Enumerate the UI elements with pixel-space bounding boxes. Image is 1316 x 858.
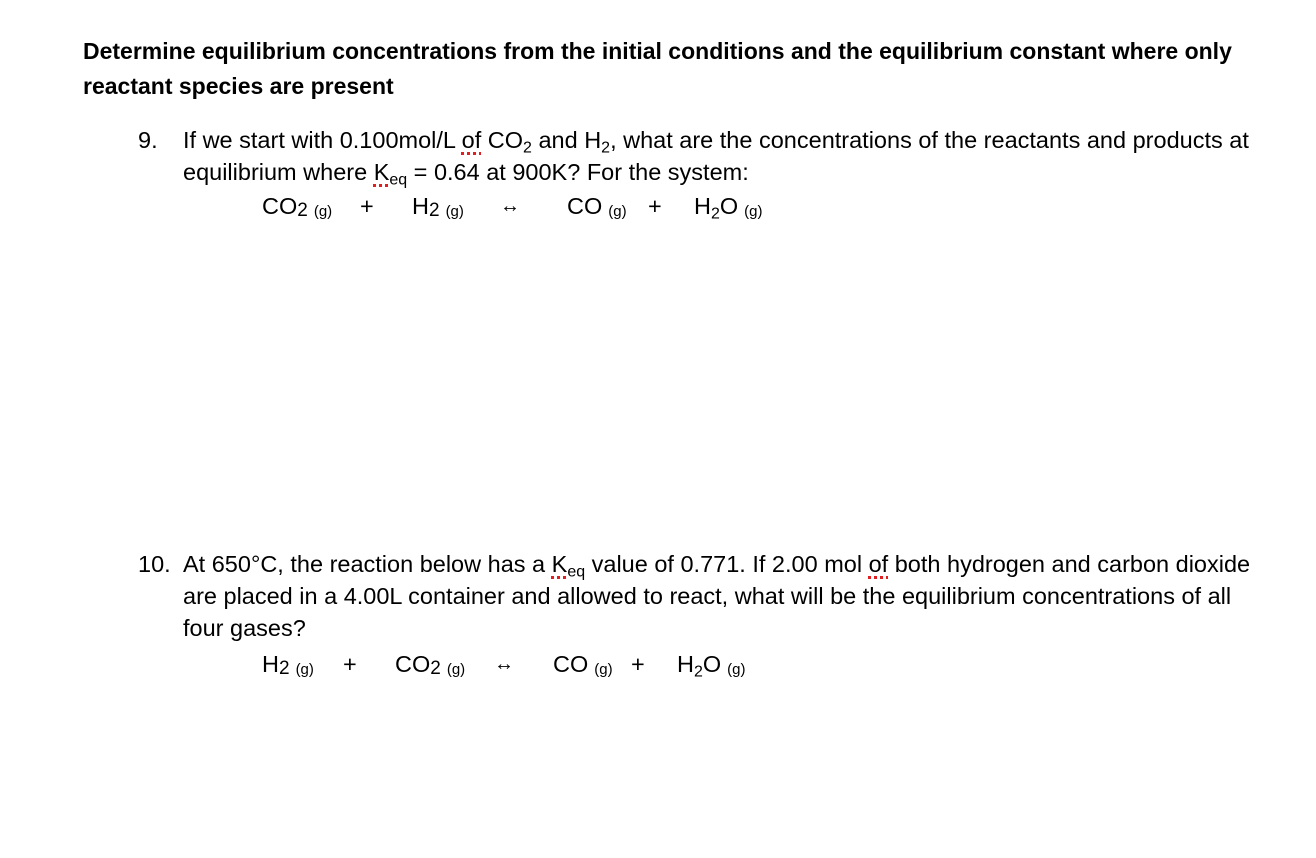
product-h2o [677, 648, 746, 684]
formula-subscript: 2 [297, 200, 308, 221]
phase-label: (g) [313, 203, 333, 220]
subscript: 2 [601, 139, 611, 157]
formula-subscript: 2 [430, 658, 441, 679]
text-segment: value of 0.771. If 2.00 mol [585, 551, 869, 577]
formula: O [719, 193, 739, 219]
text-segment: , what are the concentrations of the reactants and products at equilibrium where [183, 127, 1249, 185]
question-number: 9. [138, 127, 158, 153]
phase-label: (g) [608, 203, 627, 220]
formula-subscript: 2 [278, 658, 290, 679]
text-segment: CO [481, 127, 524, 153]
formula: H [694, 193, 711, 219]
phase-label: (g) [727, 661, 746, 678]
text-segment: and H [531, 127, 602, 153]
reactant-h2 [412, 190, 464, 226]
formula-subscript: 2 [710, 205, 720, 223]
keq-symbol [551, 551, 586, 581]
text-segment: At 650°C, the reaction below has a [183, 551, 552, 577]
product-co [567, 190, 627, 226]
reactant-co2 [395, 648, 465, 684]
plus-sign: + [631, 651, 645, 677]
formula: O [702, 651, 722, 677]
phase-label: (g) [445, 203, 464, 220]
formula-subscript: 2 [693, 663, 703, 681]
spellcheck-word: of [461, 127, 482, 153]
spellcheck-word: of [868, 551, 889, 577]
reactant-h2 [262, 648, 314, 684]
question-text [183, 548, 1253, 644]
plus-sign: + [360, 193, 374, 219]
phase-label: (g) [295, 661, 314, 678]
keq-subscript: eq [567, 563, 586, 581]
formula: CO [395, 651, 431, 677]
question-text [183, 124, 1273, 188]
keq-symbol [373, 159, 408, 189]
keq-letter: K [551, 551, 568, 577]
section-heading: Determine equilibrium concentrations from the initial conditions and the equilibrium constant where only reactant species are present [83, 38, 1232, 99]
formula: H [677, 651, 694, 677]
reactant-co2 [262, 190, 332, 226]
plus-sign: + [343, 651, 357, 677]
keq-subscript: eq [389, 171, 408, 189]
phase-label: (g) [594, 661, 613, 678]
phase-label: (g) [446, 661, 466, 678]
product-co [553, 648, 613, 684]
formula: CO [262, 193, 298, 219]
formula: H [412, 193, 429, 219]
product-h2o [694, 190, 763, 226]
phase-label: (g) [744, 203, 763, 220]
question-number: 10. [138, 551, 171, 577]
text-segment: = 0.64 at 900K? For the system: [407, 159, 749, 185]
formula: CO [567, 193, 603, 219]
formula: H [262, 651, 279, 677]
text-segment: both hydrogen and carbon dioxide are placed in a 4.00L container and allowed to react, what will be the equilibrium concentrations of all four gases? [183, 551, 1251, 641]
plus-sign: + [648, 193, 662, 219]
keq-letter: K [373, 159, 390, 185]
formula-subscript: 2 [428, 200, 440, 221]
subscript: 2 [523, 139, 532, 157]
equilibrium-arrow: ↔ [500, 195, 520, 217]
text-segment: If we start with 0.100mol/L [183, 127, 462, 153]
equilibrium-arrow: ↔ [494, 653, 514, 675]
formula: CO [553, 651, 589, 677]
